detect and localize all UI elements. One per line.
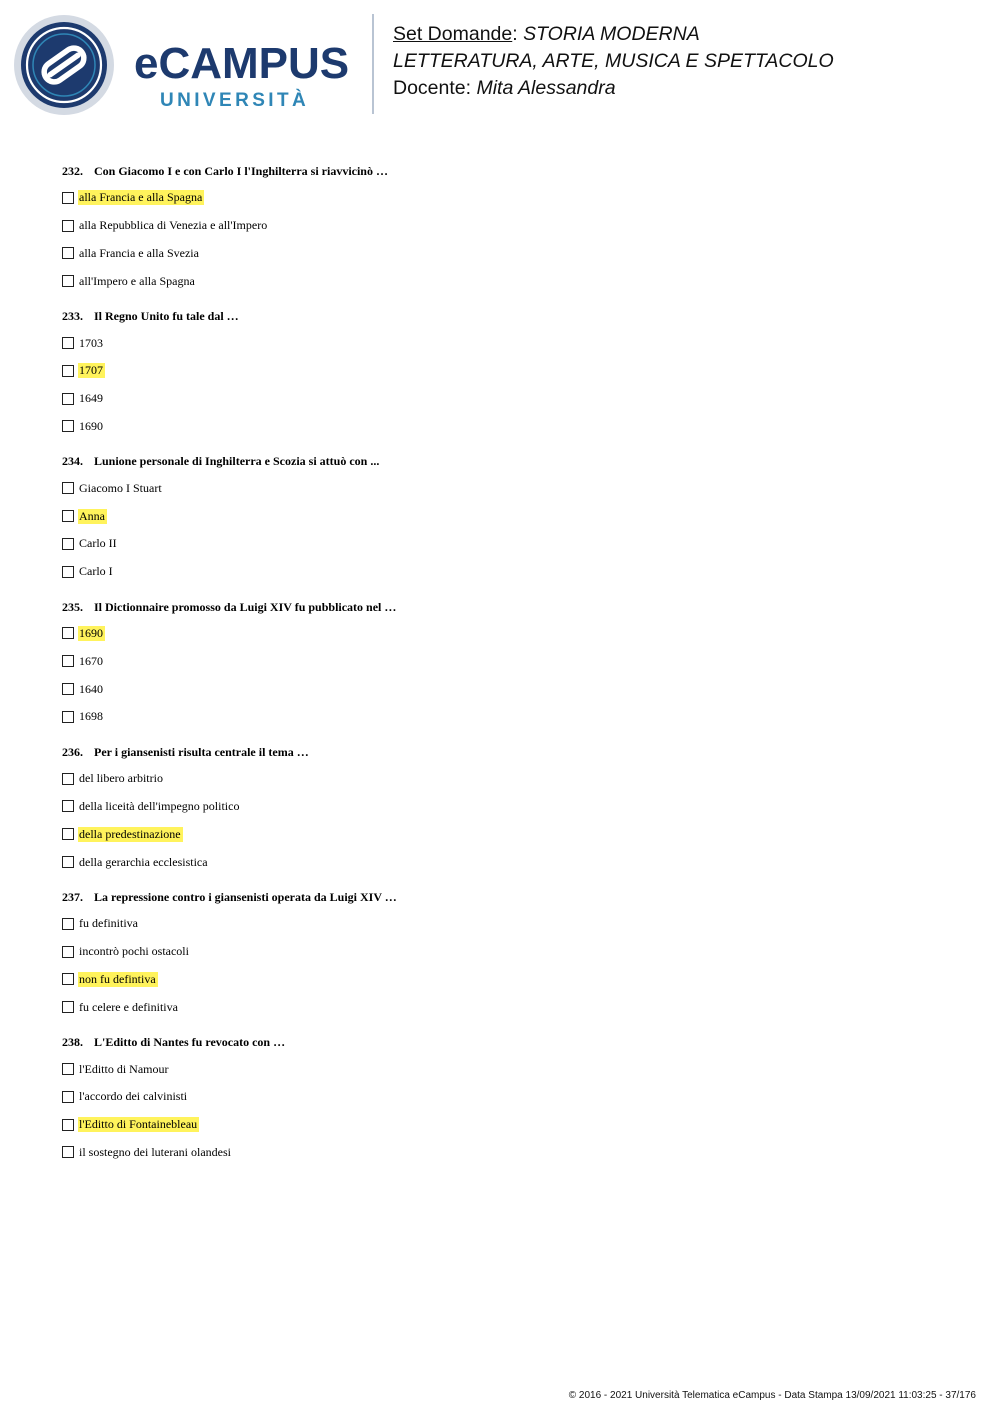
question-text: Per i giansenisti risulta centrale il tema … bbox=[94, 744, 309, 759]
answer-option bbox=[62, 848, 942, 876]
answer-option bbox=[62, 765, 942, 793]
answer-checkbox[interactable] bbox=[62, 800, 74, 812]
question-number: 236. bbox=[62, 744, 83, 759]
question-block bbox=[62, 303, 942, 440]
answer-checkbox[interactable] bbox=[62, 683, 74, 695]
answer-option bbox=[62, 530, 942, 558]
question-number: 234. bbox=[62, 454, 83, 469]
answer-text: della gerarchia ecclesistica bbox=[79, 854, 208, 869]
answer-text: alla Repubblica di Venezia e all'Impero bbox=[79, 218, 268, 233]
answer-checkbox[interactable] bbox=[62, 773, 74, 785]
answer-text: 1703 bbox=[79, 335, 103, 350]
question-text: Lunione personale di Inghilterra e Scozia si attuò con ... bbox=[94, 454, 380, 469]
question-title bbox=[62, 884, 942, 910]
answer-checkbox[interactable] bbox=[62, 247, 74, 259]
question-text: Il Dictionnaire promosso da Luigi XIV fu pubblicato nel … bbox=[94, 599, 397, 614]
answer-option bbox=[62, 240, 942, 268]
logo-subtitle: UNIVERSITÀ bbox=[160, 90, 310, 111]
answer-checkbox[interactable] bbox=[62, 510, 74, 522]
answer-checkbox[interactable] bbox=[62, 627, 74, 639]
answer-checkbox[interactable] bbox=[62, 393, 74, 405]
answer-option bbox=[62, 267, 942, 295]
answer-option bbox=[62, 385, 942, 413]
answer-checkbox[interactable] bbox=[62, 1091, 74, 1103]
answer-checkbox[interactable] bbox=[62, 1119, 74, 1131]
question-number: 233. bbox=[62, 309, 83, 324]
correct-answer-text: alla Francia e alla Spagna bbox=[79, 190, 203, 205]
answer-option bbox=[62, 1139, 942, 1167]
answer-option bbox=[62, 647, 942, 675]
question-number: 235. bbox=[62, 599, 83, 614]
answer-text: incontrò pochi ostacoli bbox=[79, 944, 189, 959]
docente-label: Docente: bbox=[393, 77, 472, 99]
question-block bbox=[62, 739, 942, 876]
answer-text: Carlo II bbox=[79, 536, 117, 551]
set-label: Set Domande bbox=[393, 23, 513, 45]
set-value: STORIA MODERNA bbox=[523, 23, 700, 45]
answer-checkbox[interactable] bbox=[62, 275, 74, 287]
answer-checkbox[interactable] bbox=[62, 856, 74, 868]
question-title bbox=[62, 1029, 942, 1055]
correct-answer-text: 1690 bbox=[79, 625, 103, 640]
answer-option bbox=[62, 620, 942, 648]
question-text: Il Regno Unito fu tale dal … bbox=[94, 309, 239, 324]
answer-option bbox=[62, 910, 942, 938]
answer-text: 1690 bbox=[79, 418, 103, 433]
answer-option bbox=[62, 357, 942, 385]
header-docente-line bbox=[393, 75, 834, 102]
answer-checkbox[interactable] bbox=[62, 220, 74, 232]
answer-text: 1649 bbox=[79, 391, 103, 406]
correct-answer-text: 1707 bbox=[79, 363, 103, 378]
answer-checkbox[interactable] bbox=[62, 918, 74, 930]
answer-option bbox=[62, 993, 942, 1021]
answer-option bbox=[62, 329, 942, 357]
question-title bbox=[62, 594, 942, 620]
question-title bbox=[62, 448, 942, 474]
page-footer: © 2016 - 2021 Università Telematica eCampus - Data Stampa 13/09/2021 11:03:25 - 37/176 bbox=[568, 1390, 976, 1401]
header-category-line bbox=[393, 48, 834, 75]
answer-option bbox=[62, 558, 942, 586]
answer-checkbox[interactable] bbox=[62, 566, 74, 578]
answer-option bbox=[62, 675, 942, 703]
page-header bbox=[0, 0, 1000, 130]
answer-text: all'Impero e alla Spagna bbox=[79, 273, 195, 288]
answer-option bbox=[62, 703, 942, 731]
answer-checkbox[interactable] bbox=[62, 711, 74, 723]
question-number: 237. bbox=[62, 889, 83, 904]
answer-option bbox=[62, 1083, 942, 1111]
answer-checkbox[interactable] bbox=[62, 828, 74, 840]
answer-option bbox=[62, 793, 942, 821]
question-block bbox=[62, 594, 942, 731]
question-number: 238. bbox=[62, 1035, 83, 1050]
answer-text: fu definitiva bbox=[79, 916, 138, 931]
question-text: La repressione contro i giansenisti operata da Luigi XIV … bbox=[94, 889, 397, 904]
docente-value: Mita Alessandra bbox=[476, 77, 616, 99]
correct-answer-text: Anna bbox=[79, 508, 105, 523]
answer-text: l'Editto di Namour bbox=[79, 1061, 169, 1076]
answer-checkbox[interactable] bbox=[62, 482, 74, 494]
correct-answer-text: l'Editto di Fontainebleau bbox=[79, 1117, 198, 1132]
correct-answer-text: non fu defintiva bbox=[79, 971, 156, 986]
answer-option bbox=[62, 413, 942, 441]
answer-checkbox[interactable] bbox=[62, 192, 74, 204]
header-set-line: Set Domande: STORIA MODERNA bbox=[393, 23, 700, 45]
answer-option bbox=[62, 184, 942, 212]
category-value: LETTERATURA, ARTE, MUSICA E SPETTACOLO bbox=[393, 50, 834, 72]
answer-text: 1698 bbox=[79, 709, 103, 724]
answer-text: Giacomo I Stuart bbox=[79, 480, 162, 495]
answer-option bbox=[62, 212, 942, 240]
answer-text: fu celere e definitiva bbox=[79, 999, 178, 1014]
answer-checkbox[interactable] bbox=[62, 337, 74, 349]
question-text: Con Giacomo I e con Carlo I l'Inghilterra si riavvicinò … bbox=[94, 164, 388, 178]
header-info bbox=[393, 21, 834, 102]
answer-checkbox[interactable] bbox=[62, 365, 74, 377]
answer-option bbox=[62, 474, 942, 502]
header-divider bbox=[372, 14, 374, 114]
answer-option bbox=[62, 502, 942, 530]
answer-text: l'accordo dei calvinisti bbox=[79, 1089, 188, 1104]
answer-option bbox=[62, 1055, 942, 1083]
answer-checkbox[interactable] bbox=[62, 1146, 74, 1158]
question-block bbox=[62, 448, 942, 585]
question-title bbox=[62, 303, 942, 329]
answer-option bbox=[62, 1111, 942, 1139]
answer-checkbox[interactable] bbox=[62, 946, 74, 958]
answer-text: della liceità dell'impegno politico bbox=[79, 798, 240, 813]
answer-option bbox=[62, 966, 942, 994]
logo-wordmark: eCAMPUS bbox=[134, 39, 350, 88]
answer-text: il sostegno dei luterani olandesi bbox=[79, 1144, 231, 1159]
answer-option bbox=[62, 820, 942, 848]
question-block bbox=[62, 158, 942, 295]
answer-text: 1640 bbox=[79, 681, 103, 696]
question-text: L'Editto di Nantes fu revocato con … bbox=[94, 1035, 286, 1050]
question-title bbox=[62, 158, 942, 184]
correct-answer-text: della predestinazione bbox=[79, 826, 181, 841]
answer-text: alla Francia e alla Svezia bbox=[79, 245, 199, 260]
answer-text: 1670 bbox=[79, 653, 103, 668]
answer-checkbox[interactable] bbox=[62, 538, 74, 550]
ecampus-logo bbox=[14, 14, 374, 118]
answer-checkbox[interactable] bbox=[62, 1063, 74, 1075]
answer-checkbox[interactable] bbox=[62, 973, 74, 985]
answer-option bbox=[62, 938, 942, 966]
answer-checkbox[interactable] bbox=[62, 1001, 74, 1013]
question-block bbox=[62, 1029, 942, 1166]
question-list bbox=[62, 158, 942, 1174]
answer-checkbox[interactable] bbox=[62, 655, 74, 667]
question-block bbox=[62, 884, 942, 1021]
answer-checkbox[interactable] bbox=[62, 420, 74, 432]
answer-text: Carlo I bbox=[79, 564, 113, 579]
question-title bbox=[62, 739, 942, 765]
answer-text: del libero arbitrio bbox=[79, 771, 163, 786]
question-number: 232. bbox=[62, 164, 83, 178]
